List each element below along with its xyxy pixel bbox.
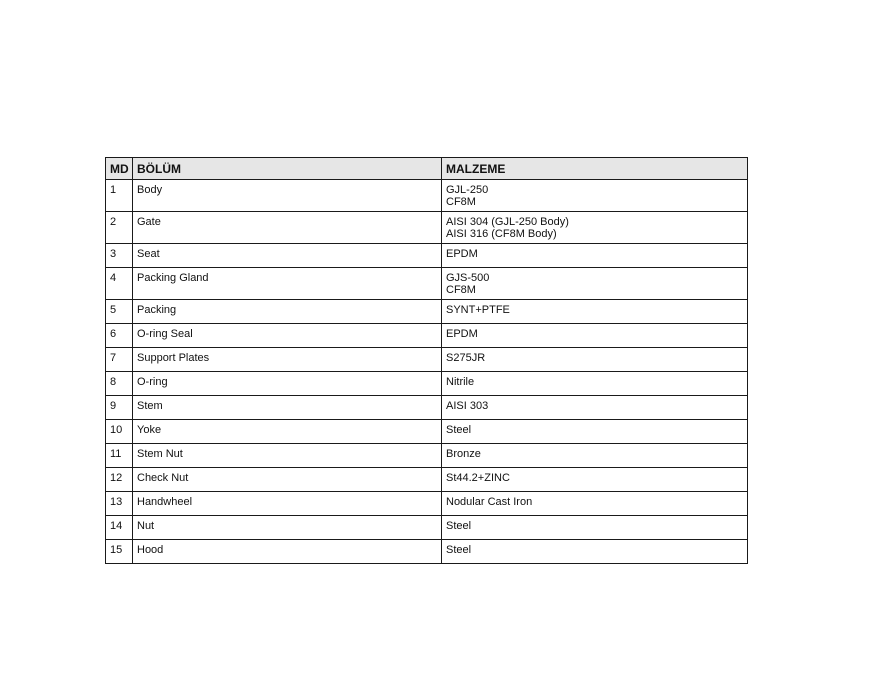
cell-md: 6 [106, 324, 133, 348]
cell-md: 11 [106, 444, 133, 468]
table-row [106, 300, 748, 324]
material-line: Nodular Cast Iron [446, 496, 533, 508]
table-row [106, 372, 748, 396]
cell-material [442, 244, 748, 268]
material-line: AISI 304 (GJL-250 Body) [446, 216, 569, 228]
table-body [106, 180, 748, 564]
cell-md: 15 [106, 540, 133, 564]
header-row [106, 158, 748, 180]
table-row [106, 420, 748, 444]
cell-part: Packing Gland [133, 268, 442, 300]
cell-part: O-ring Seal [133, 324, 442, 348]
cell-part: O-ring [133, 372, 442, 396]
material-line: GJL-250 [446, 184, 489, 196]
material-line: CF8M [446, 196, 476, 208]
cell-md: 10 [106, 420, 133, 444]
cell-part: Stem [133, 396, 442, 420]
header-part: BÖLÜM [133, 158, 442, 180]
cell-material [442, 348, 748, 372]
cell-material [442, 468, 748, 492]
cell-part: Seat [133, 244, 442, 268]
material-line: GJS-500 [446, 272, 490, 284]
table-row [106, 492, 748, 516]
material-line: AISI 316 (CF8M Body) [446, 228, 557, 240]
material-line: EPDM [446, 328, 478, 340]
table-row [106, 396, 748, 420]
material-line: CF8M [446, 284, 476, 296]
cell-part: Hood [133, 540, 442, 564]
cell-material [442, 420, 748, 444]
material-line: SYNT+PTFE [446, 304, 510, 316]
material-line: Bronze [446, 448, 481, 460]
material-line: AISI 303 [446, 400, 489, 412]
table-row [106, 324, 748, 348]
table-row [106, 268, 748, 300]
cell-material [442, 540, 748, 564]
table-row [106, 348, 748, 372]
cell-part: Packing [133, 300, 442, 324]
header-md: MD [106, 158, 133, 180]
cell-md: 1 [106, 180, 133, 212]
cell-material [442, 268, 748, 300]
cell-part: Yoke [133, 420, 442, 444]
cell-material [442, 372, 748, 396]
cell-part: Stem Nut [133, 444, 442, 468]
material-line: EPDM [446, 248, 478, 260]
cell-material [442, 444, 748, 468]
table-row [106, 180, 748, 212]
table-row [106, 468, 748, 492]
cell-part: Check Nut [133, 468, 442, 492]
material-line: Nitrile [446, 376, 475, 388]
cell-md: 12 [106, 468, 133, 492]
cell-md: 4 [106, 268, 133, 300]
material-line: Steel [446, 544, 472, 556]
parts-material-table [105, 157, 748, 564]
cell-md: 7 [106, 348, 133, 372]
cell-part: Support Plates [133, 348, 442, 372]
cell-md: 13 [106, 492, 133, 516]
material-line: Steel [446, 424, 472, 436]
cell-material [442, 180, 748, 212]
cell-material [442, 516, 748, 540]
cell-md: 14 [106, 516, 133, 540]
material-line: S275JR [446, 352, 486, 364]
cell-part: Handwheel [133, 492, 442, 516]
header-material: MALZEME [442, 158, 748, 180]
cell-md: 9 [106, 396, 133, 420]
cell-part: Body [133, 180, 442, 212]
cell-md: 5 [106, 300, 133, 324]
cell-part: Gate [133, 212, 442, 244]
cell-material [442, 300, 748, 324]
table-row [106, 212, 748, 244]
table-row [106, 244, 748, 268]
cell-material [442, 396, 748, 420]
table-header [106, 158, 748, 180]
table-row [106, 540, 748, 564]
table-row [106, 444, 748, 468]
cell-part: Nut [133, 516, 442, 540]
cell-material [442, 212, 748, 244]
material-line: St44.2+ZINC [446, 472, 510, 484]
cell-md: 3 [106, 244, 133, 268]
material-line: Steel [446, 520, 472, 532]
cell-material [442, 324, 748, 348]
cell-md: 2 [106, 212, 133, 244]
table-row [106, 516, 748, 540]
cell-md: 8 [106, 372, 133, 396]
cell-material [442, 492, 748, 516]
